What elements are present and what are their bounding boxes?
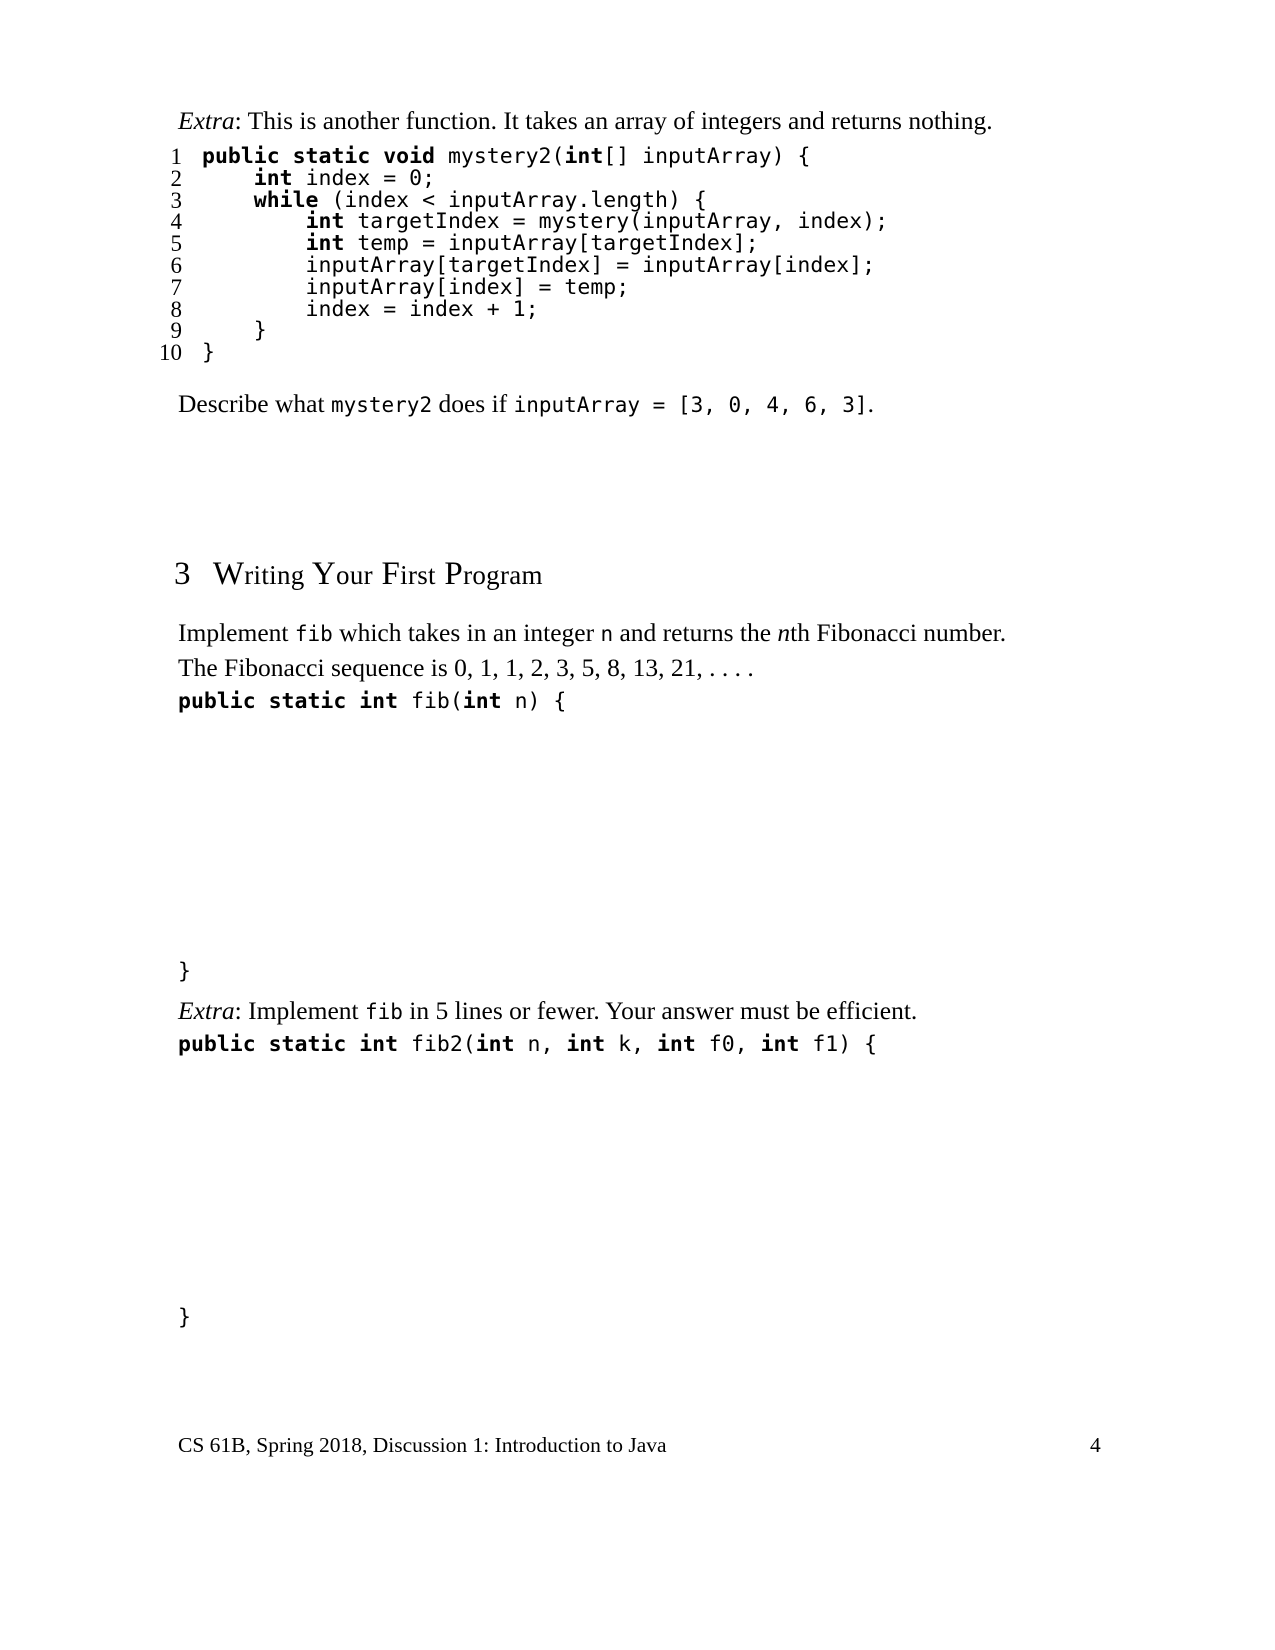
describe-code-expr: inputArray = [3, 0, 4, 6, 3] [513, 393, 868, 417]
footer-title: CS 61B, Spring 2018, Discussion 1: Introduction to Java [178, 1433, 667, 1457]
code-line-number: 9 [170, 318, 182, 344]
extra-fib2-code-name: fib [364, 1000, 403, 1024]
code-line-text: inputArray[targetIndex] = inputArray[index]; [202, 252, 876, 278]
code-fib2-signature: public static int fib2(int n, int k, int f0, int f1) { [178, 1032, 878, 1057]
code-line-text: } [202, 318, 267, 344]
describe-code-name: mystery2 [330, 393, 433, 417]
code-line-text: } [202, 340, 215, 366]
code-fib-signature: public static int fib(int n) { [178, 689, 567, 714]
footer-page-number: 4 [1090, 1433, 1101, 1457]
implement-code-name: fib [294, 622, 333, 646]
code-line-number: 3 [170, 187, 182, 213]
code-line-number: 7 [170, 274, 182, 300]
describe-after: . [867, 389, 874, 418]
extra-label: Extra [178, 106, 235, 135]
extra-fib2-label: Extra [178, 996, 235, 1025]
code-line-text: index = index + 1; [202, 296, 539, 322]
fib-sequence-values: 0, 1, 1, 2, 3, 5, 8, 13, 21, . . . . [454, 653, 754, 682]
code-line-number: 4 [170, 209, 182, 235]
describe-before: Describe what [178, 389, 331, 418]
section-number: 3 [174, 556, 191, 592]
extra-intro-text: This is another function. It takes an array of integers and returns nothing. [247, 106, 993, 135]
code-fib2-close-brace: } [178, 1305, 191, 1330]
code-line-text: int index = 0; [253, 165, 436, 191]
describe-prompt [178, 388, 874, 420]
code-line-text: public static void mystery2(int[] inputArray) { [202, 144, 811, 169]
extra-intro-paragraph [178, 105, 993, 137]
code-line-text: int temp = inputArray[targetIndex]; [305, 231, 759, 257]
code-line-text: int targetIndex = mystery(inputArray, index); [305, 209, 889, 235]
implement-fib-paragraph [178, 617, 1006, 649]
code-line-text: while (index < inputArray.length) { [253, 187, 707, 213]
code-line-number: 10 [159, 340, 182, 366]
code-line-text: inputArray[index] = temp; [202, 274, 630, 300]
extra-fib2-paragraph [178, 995, 917, 1027]
implement-middle: which takes in an integer [332, 618, 601, 647]
section-heading-3 [174, 556, 543, 593]
code-line-number: 1 [170, 144, 182, 169]
extra-fib2-before: Implement [248, 996, 365, 1025]
describe-middle: does if [432, 389, 514, 418]
implement-middle2: and returns the [613, 618, 778, 647]
code-line-number: 6 [170, 252, 182, 278]
code-line-number: 8 [170, 296, 182, 322]
code-line-number: 5 [170, 231, 182, 257]
code-fib-close-brace: } [178, 959, 191, 984]
implement-before: Implement [178, 618, 295, 647]
fib-sequence-paragraph [178, 652, 754, 684]
section-title: Writing Your First Program [212, 556, 543, 592]
implement-code-arg: n [600, 622, 614, 646]
implement-after: th Fibonacci number. [790, 618, 1007, 647]
fib-sequence-before: The Fibonacci sequence is [178, 653, 455, 682]
extra-fib2-after: in 5 lines or fewer. Your answer must be efficient. [402, 996, 918, 1025]
extra-fib2-colon: : [234, 996, 249, 1025]
implement-math-n: n [777, 618, 791, 647]
extra-colon: : [234, 106, 248, 135]
code-line-number: 2 [170, 165, 182, 191]
